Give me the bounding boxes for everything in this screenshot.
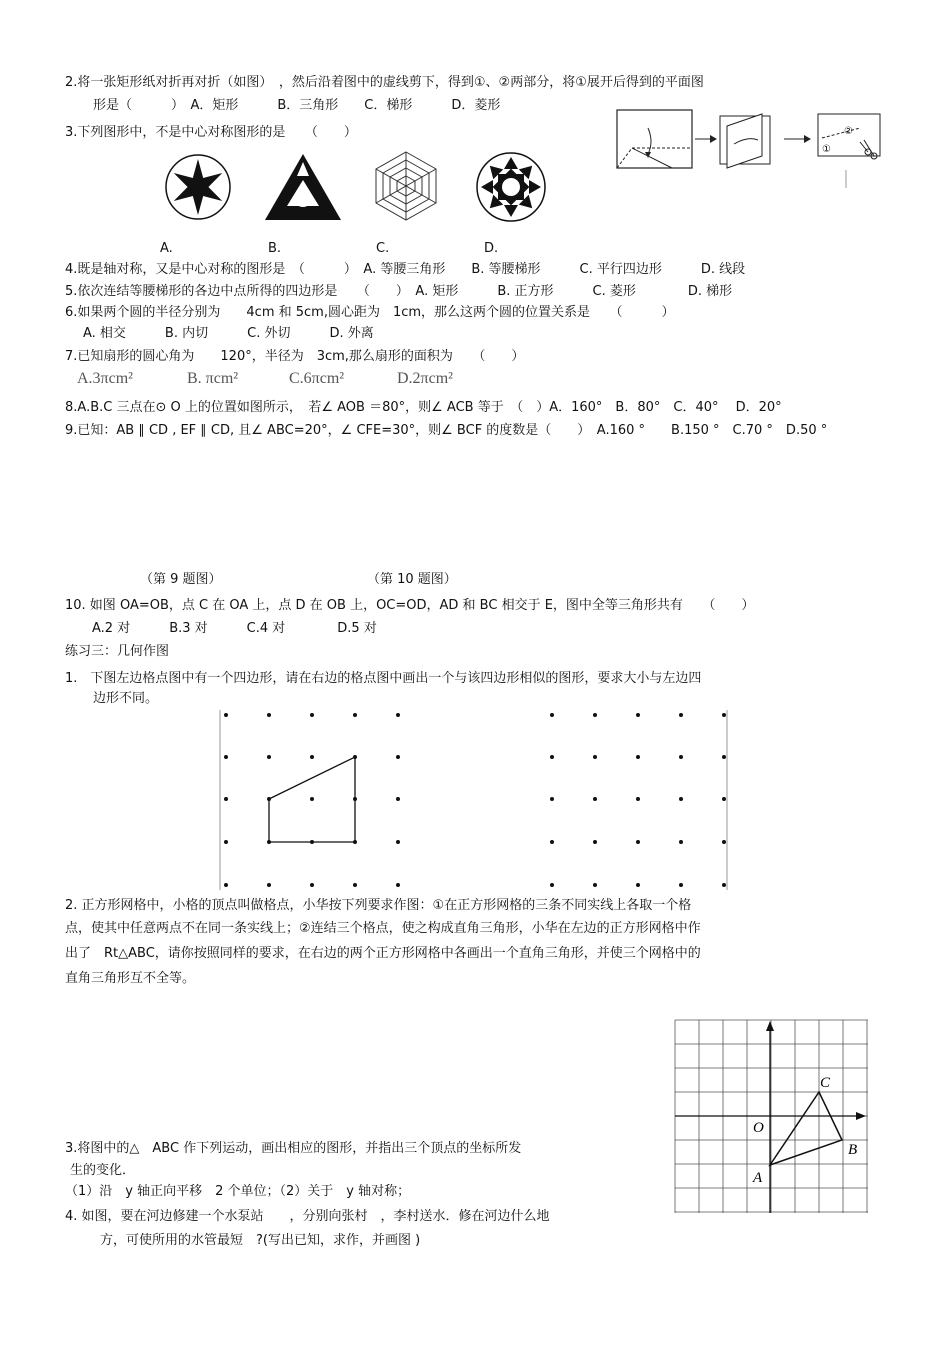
label-c: C [820,1075,831,1091]
lattice-point [310,883,314,887]
lattice-point [679,883,683,887]
q3-figure-a [163,152,233,222]
lattice-point [679,840,683,844]
q7-option-d: D.2πcm² [397,370,453,387]
q3-stem: 3.下列图形中，不是中心对称图形的是 （ ） [65,125,357,140]
q10-line1: 10. 如图 OA=OB，点 C 在 OA 上，点 D 在 OB 上，OC=OD，AD 和 BC 相交于 E，图中全等三角形共有 （ ） [65,598,755,613]
lattice-point [353,840,357,844]
lattice-point [310,713,314,717]
lattice-point [722,840,726,844]
p2-line4: 直角三角形互不全等。 [65,971,196,986]
p1-line1: 1. 下图左边格点图中有一个四边形，请在右边的格点图中画出一个与该四边形相似的图形，要求大小与左边四 [65,671,702,686]
q7-stem: 7.已知扇形的圆心角为 120°，半径为 3cm,那么扇形的面积为 （ ） [65,349,525,364]
lattice-point [267,713,271,717]
caption-fig10: （第 10 题图） [367,572,457,587]
lattice-point [722,713,726,717]
lattice-point [550,840,554,844]
lattice-point [593,713,597,717]
lattice-point [396,883,400,887]
lattice-point [310,755,314,759]
lattice-grids [219,708,731,890]
coordinate-grid [672,1017,872,1217]
lattice-point [396,797,400,801]
lattice-point [593,883,597,887]
label-o: O [753,1120,764,1136]
q3-figure-c [370,150,442,222]
lattice-point [679,797,683,801]
lattice-point [267,797,271,801]
lattice-point [396,713,400,717]
lattice-point [353,883,357,887]
q10-line2: A.2 对 B.3 对 C.4 对 D.5 对 [92,621,377,636]
q6-line1: 6.如果两个圆的半径分别为 4cm 和 5cm,圆心距为 1cm，那么这两个圆的位置关系是 （ ） [65,305,675,320]
lattice-point [353,713,357,717]
lattice-point [353,797,357,801]
lattice-point [636,797,640,801]
triangle-abc [770,1092,842,1165]
lattice-point [267,840,271,844]
q3-option-b: B. [268,241,282,256]
lattice-point [224,883,228,887]
lattice-point [636,840,640,844]
q7-option-b: B. πcm² [187,370,239,387]
lattice-point [636,713,640,717]
lattice-point [310,840,314,844]
p1-line2: 边形不同。 [93,691,159,706]
lattice-point [310,797,314,801]
lattice-point [679,755,683,759]
label-a: A [753,1170,763,1186]
p3-line2: 生的变化． [70,1163,136,1178]
q3-option-c: C. [376,241,390,256]
lattice-point [722,755,726,759]
p2-line3: 出了 Rt△ABC，请你按照同样的要求，在右边的两个正方形网格中各画出一个直角三角形，并使三个网格中的 [65,946,701,961]
p2-line1: 2. 正方形网格中，小格的顶点叫做格点，小华按下列要求作图：①在正方形网格的三条不同实线上各取一个格 [65,898,692,913]
p2-line2: 点，使其中任意两点不在同一条实线上；②连结三个格点，使之构成直角三角形，小华在左边的正方形网格中作 [65,921,701,936]
lattice-point [593,840,597,844]
q3-figure-b [263,150,343,222]
fold-label-1: ① [822,144,831,155]
lattice-point [224,755,228,759]
lattice-point [550,797,554,801]
q3-option-a: A. [160,241,173,256]
section-3-title: 练习三：几何作图 [65,644,170,659]
p4-line1: 4. 如图，要在河边修建一个水泵站 ，分别向张村 ，李村送水．修在河边什么地 [65,1209,550,1224]
lattice-point [593,755,597,759]
q7-option-c: C.6πcm² [289,370,345,387]
caption-fig9: （第 9 题图） [140,572,222,587]
lattice-point [396,840,400,844]
lattice-point [224,713,228,717]
lattice-point [353,755,357,759]
q2-line2: 形是（ ） A．矩形 B．三角形 C．梯形 D．菱形 [93,98,501,113]
lattice-point [224,840,228,844]
lattice-point [224,797,228,801]
lattice-point [550,883,554,887]
lattice-point [550,713,554,717]
q5: 5.依次连结等腰梯形的各边中点所得的四边形是 （ ） A. 矩形 B. 正方形 C. 菱形 D. 梯形 [65,284,733,299]
lattice-point [679,713,683,717]
lattice-point [593,797,597,801]
q8: 8.A.B.C 三点在⊙ O 上的位置如图所示， 若∠ AOB ＝80°，则∠ ACB 等于 （ ）A．160° B．80° C．40° D．20° [65,400,782,415]
q9: 9.已知：AB ∥ CD , EF ∥ CD, 且∠ ABC=20°，∠ CFE=30°，则∠ BCF 的度数是（ ） A.160 ° B.150 ° C.70 ° D.50 ° [65,423,828,438]
p3-line1: 3.将图中的△ ABC 作下列运动，画出相应的图形，并指出三个顶点的坐标所发 [65,1141,522,1156]
q7-option-a: A.3πcm² [77,370,133,387]
lattice-point [722,797,726,801]
lattice-point [267,755,271,759]
lattice-point [396,755,400,759]
q2-line1: 2.将一张矩形纸对折再对折（如图） ，然后沿着图中的虚线剪下，得到①、②两部分，将①展开后得到的平面图 [65,75,704,90]
lattice-point [636,883,640,887]
q3-option-d: D. [484,241,499,256]
fold-label-2: ② [844,126,853,137]
lattice-point [267,883,271,887]
lattice-point [636,755,640,759]
lattice-point [550,755,554,759]
q3-figure-d [474,150,548,224]
q6-line2: A. 相交 B. 内切 C. 外切 D. 外离 [83,326,374,341]
q4: 4.既是轴对称，又是中心对称的图形是 （ ） A. 等腰三角形 B. 等腰梯形 C. 平行四边形 D. 线段 [65,262,746,277]
p4-line2: 方，可使所用的水管最短 ?(写出已知，求作，并画图 ) [100,1233,421,1248]
lattice-point [722,883,726,887]
label-b: B [848,1142,858,1158]
p3-line3: （1）沿 y 轴正向平移 2 个单位；（2）关于 y 轴对称； [65,1184,411,1199]
paper-folding-figure [612,104,892,194]
